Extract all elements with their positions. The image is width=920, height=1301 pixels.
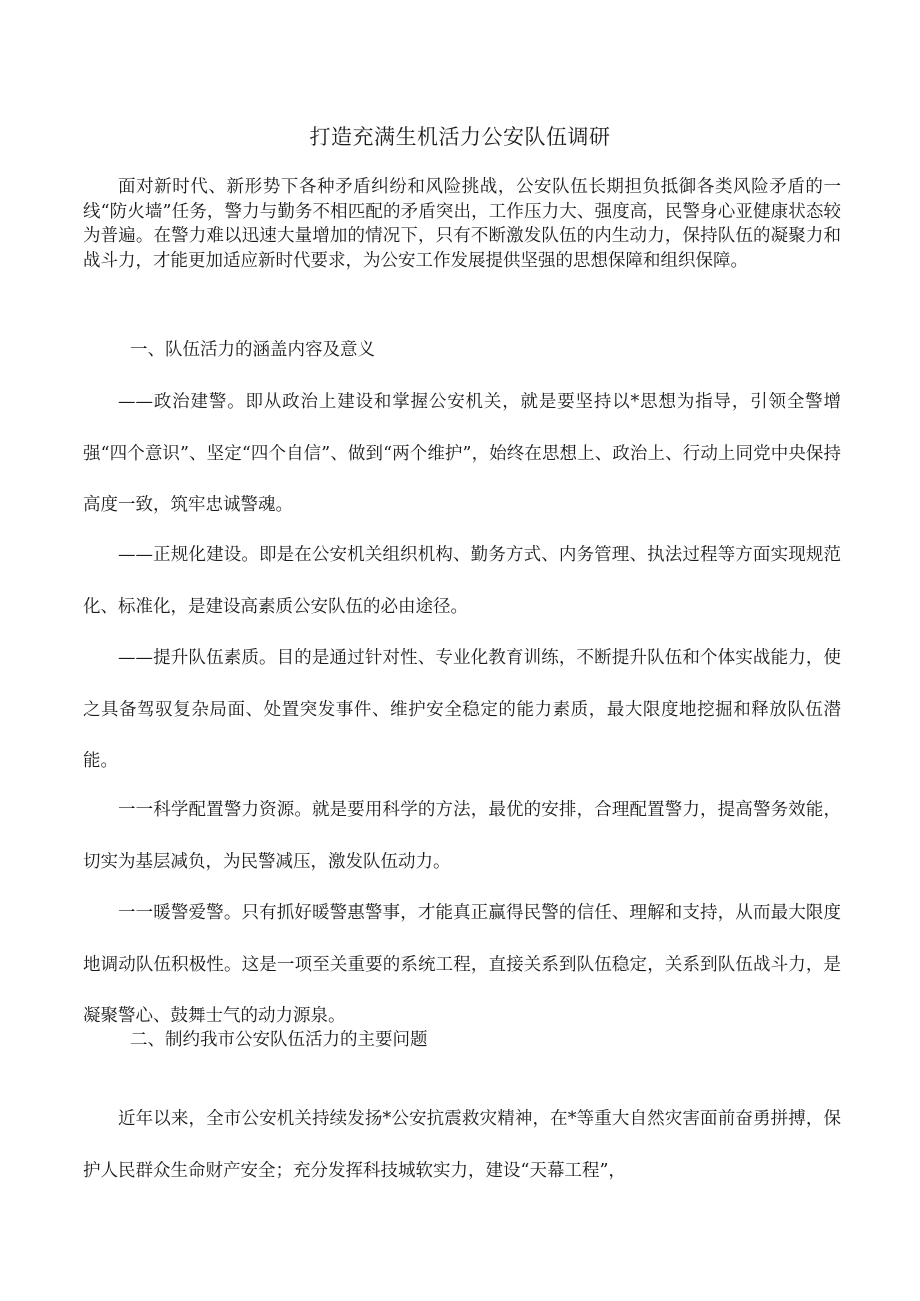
intro-paragraph: 面对新时代、新形势下各种矛盾纠纷和风险挑战，公安队伍长期担负抵御各类风险矛盾的一线“防火墙”任务，警力与勤务不相匹配的矛盾突出，工作压力大、强度高，民警身心亚健康状态较为普遍。在警力难以迅速大量增加的情况下，只有不断激发队伍的内生动力，保持队伍的凝聚力和战斗力，才能更加适应新时代要求，为公安工作发展提供坚强的思想保障和组织保障。 [83, 177, 841, 271]
item-care: 一一暖警爱警。只有抓好暖警惠警事，才能真正赢得民警的信任、理解和支持，从而最大限度地调动队伍积极性。这是一项至关重要的系统工程，直接关系到队伍稳定，关系到队伍战斗力，是凝聚警心、鼓舞士气的动力源泉。 [83, 903, 841, 1026]
section-heading-2: 二、制约我市公安队伍活力的主要问题 [130, 1030, 428, 1050]
item-political: ——政治建警。即从政治上建设和掌握公安机关，就是要坚持以*思想为指导，引领全警增强“四个意识”、坚定“四个自信”、做到“两个维护”，始终在思想上、政治上、行动上同党中央保持高度一致，筑牢忠诚警魂。 [83, 392, 841, 515]
item-quality: ——提升队伍素质。目的是通过针对性、专业化教育训练，不断提升队伍和个体实战能力，使之具备驾驭复杂局面、处置突发事件、维护安全稳定的能力素质，最大限度地挖掘和释放队伍潜能。 [83, 648, 841, 771]
section-heading-1: 一、队伍活力的涵盖内容及意义 [130, 340, 375, 360]
item-resource: 一一科学配置警力资源。就是要用科学的方法，最优的安排，合理配置警力，提高警务效能，切实为基层减负，为民警减压，激发队伍动力。 [83, 800, 841, 872]
section2-paragraph: 近年以来，全市公安机关持续发扬*公安抗震救灾精神，在*等重大自然灾害面前奋勇拼搏，保护人民群众生命财产安全；充分发挥科技城软实力，建设“天幕工程”， [83, 1109, 841, 1181]
item-standardization: ——正规化建设。即是在公安机关组织机构、勤务方式、内务管理、执法过程等方面实现规范化、标准化，是建设高素质公安队伍的必由途径。 [83, 545, 841, 617]
document-title: 打造充满生机活力公安队伍调研 [309, 125, 611, 149]
